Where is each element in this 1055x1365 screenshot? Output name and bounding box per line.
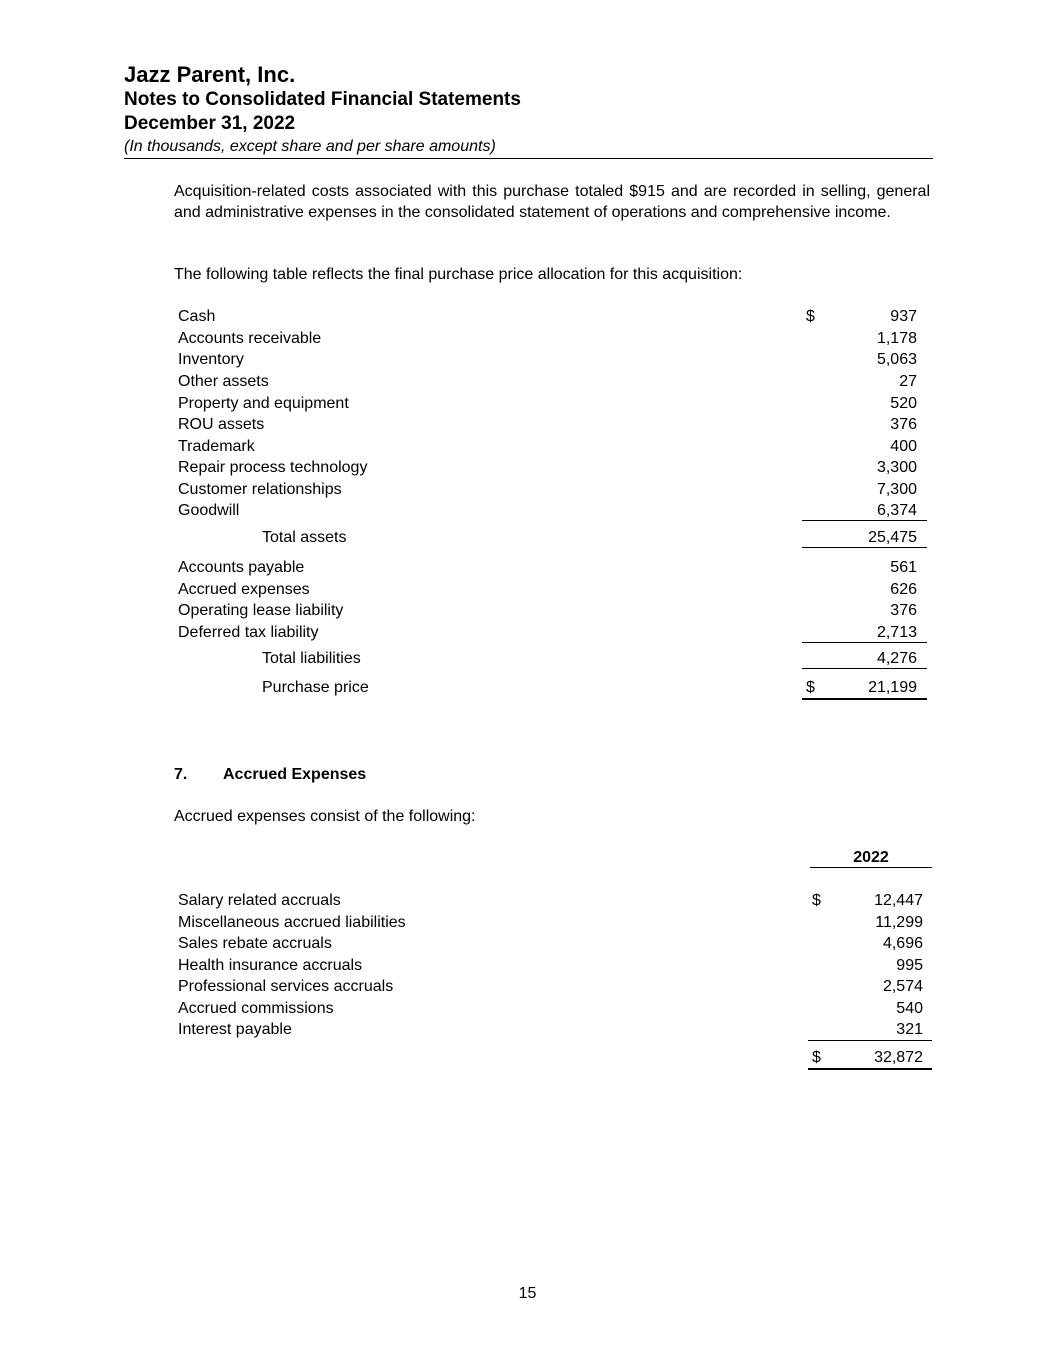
row-label: Professional services accruals (178, 978, 394, 995)
total-rule (802, 668, 927, 669)
row-value: 3,300 (876, 459, 917, 476)
row-label: Customer relationships (178, 481, 342, 498)
row-label: Interest payable (178, 1021, 292, 1038)
table-row (178, 306, 930, 327)
table-row (178, 955, 930, 976)
row-value: 626 (890, 581, 917, 598)
row-label: Inventory (178, 351, 244, 368)
grand-total-rule (808, 1068, 932, 1070)
subtotal-rule (808, 1040, 932, 1041)
units-note: (In thousands, except share and per share amounts) (124, 138, 496, 155)
total-assets-row (178, 527, 930, 548)
table-row (178, 998, 930, 1019)
row-label: Trademark (178, 438, 255, 455)
grand-total-rule (802, 698, 927, 700)
allocation-intro: The following table reflects the final purchase price allocation for this acquisition: (174, 266, 743, 283)
row-label: Sales rebate accruals (178, 935, 332, 952)
document-date: December 31, 2022 (124, 113, 296, 134)
row-value: 27 (899, 373, 917, 390)
table-row (178, 976, 930, 997)
row-label: Purchase price (262, 679, 369, 696)
column-header-year: 2022 (853, 849, 889, 866)
table-row (178, 600, 930, 621)
row-value: 937 (890, 308, 917, 325)
accrued-total-row (178, 1047, 930, 1068)
row-label: Accrued commissions (178, 1000, 334, 1017)
row-label: Accounts payable (178, 559, 305, 576)
currency-symbol: $ (812, 892, 821, 909)
row-label: Cash (178, 308, 216, 325)
row-value: 561 (890, 559, 917, 576)
column-header-rule (810, 867, 932, 868)
row-label: Total liabilities (262, 650, 361, 667)
currency-symbol: $ (806, 308, 815, 325)
table-row (178, 457, 930, 478)
table-row (178, 393, 930, 414)
section-number: 7. (174, 766, 188, 783)
row-value: 32,872 (874, 1049, 923, 1066)
row-value: 1,178 (876, 330, 917, 347)
table-row (178, 933, 930, 954)
row-label: Property and equipment (178, 395, 349, 412)
row-value: 7,300 (876, 481, 917, 498)
row-value: 4,696 (882, 935, 923, 952)
subtotal-rule (802, 642, 927, 643)
table-row (178, 557, 930, 578)
row-value: 6,374 (876, 502, 917, 519)
row-value: 520 (890, 395, 917, 412)
table-row (178, 436, 930, 457)
row-value: 376 (890, 602, 917, 619)
row-label: Total assets (262, 529, 347, 546)
table-row (178, 500, 930, 521)
table-row (178, 349, 930, 370)
row-label: Accounts receivable (178, 330, 322, 347)
row-value: 12,447 (874, 892, 923, 909)
currency-symbol: $ (812, 1049, 821, 1066)
total-liabilities-row (178, 648, 930, 669)
row-value: 25,475 (868, 529, 917, 546)
row-label: Operating lease liability (178, 602, 344, 619)
row-value: 995 (896, 957, 923, 974)
row-value: 2,574 (882, 978, 923, 995)
row-value: 5,063 (876, 351, 917, 368)
row-label: Health insurance accruals (178, 957, 363, 974)
table-row (178, 414, 930, 435)
table-row (178, 890, 930, 911)
acquisition-costs-paragraph: Acquisition-related costs associated with this purchase totaled $915 and are recorded in selling, general and administrative expenses in the consolidated statement of operations and comprehensive income. (174, 183, 930, 221)
row-value: 21,199 (868, 679, 917, 696)
row-label: Goodwill (178, 502, 240, 519)
table-row (178, 912, 930, 933)
purchase-price-row (178, 677, 930, 698)
subtotal-rule (802, 520, 927, 521)
table-row (178, 371, 930, 392)
document-title: Notes to Consolidated Financial Statements (124, 89, 521, 110)
section-title: Accrued Expenses (223, 766, 367, 783)
accrued-intro: Accrued expenses consist of the following: (174, 808, 476, 825)
row-value: 540 (896, 1000, 923, 1017)
row-value: 4,276 (876, 650, 917, 667)
company-name: Jazz Parent, Inc. (124, 62, 296, 87)
row-label: Salary related accruals (178, 892, 341, 909)
table-row (178, 579, 930, 600)
row-label: Deferred tax liability (178, 624, 319, 641)
total-rule (802, 547, 927, 548)
row-label: Repair process technology (178, 459, 368, 476)
table-row (178, 479, 930, 500)
table-row (178, 622, 930, 643)
row-label: ROU assets (178, 416, 265, 433)
row-label: Other assets (178, 373, 269, 390)
row-value: 400 (890, 438, 917, 455)
row-value: 376 (890, 416, 917, 433)
row-label: Accrued expenses (178, 581, 310, 598)
section-heading (174, 764, 366, 785)
row-value: 2,713 (876, 624, 917, 641)
row-label: Miscellaneous accrued liabilities (178, 914, 406, 931)
currency-symbol: $ (806, 679, 815, 696)
table-row (178, 1019, 930, 1040)
row-value: 321 (896, 1021, 923, 1038)
row-value: 11,299 (875, 914, 923, 931)
page-header (124, 62, 933, 159)
page-number: 15 (518, 1285, 537, 1302)
table-row (178, 328, 930, 349)
